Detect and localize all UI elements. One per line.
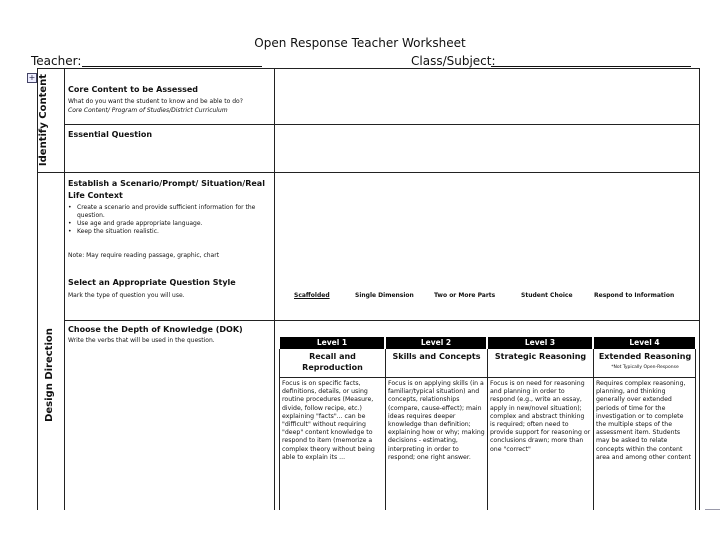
essential-question-title: Essential Question <box>68 130 153 139</box>
list-item: • Keep the situation realistic. <box>68 228 159 235</box>
page-edge-marker <box>705 509 720 510</box>
scenario-answer[interactable] <box>275 173 699 273</box>
dok-level-2-description: Focus is on applying skills (in a familiar/typical situation) and concepts, relationships (compare, cause-effect); main ideas requires deeper knowledge than definition; explaining how or why; making decisions - estimating, interpreting in order to respond; one right answer. <box>388 380 485 461</box>
scenario-bullets <box>68 204 273 236</box>
dok-col-border <box>385 349 386 510</box>
style-option-single-dimension[interactable]: Single Dimension <box>355 292 414 299</box>
dok-col-border <box>279 349 280 510</box>
dok-level-4-header: Level 4 <box>594 337 695 349</box>
dok-level-4-note: *Not Typically Open-Response <box>611 365 679 370</box>
style-option-two-or-more-parts[interactable]: Two or More Parts <box>434 292 496 299</box>
essential-question-answer[interactable] <box>275 125 699 172</box>
expand-icon[interactable]: + <box>28 73 36 82</box>
core-content-title: Core Content to be Assessed <box>68 85 198 94</box>
dok-level-1-header: Level 1 <box>280 337 384 349</box>
teacher-label: Teacher: <box>31 54 82 68</box>
dok-instruction: Write the verbs that will be used in the question. <box>68 337 215 344</box>
dok-level-1-name: Recall and Reproduction <box>302 352 363 372</box>
sidebar-identify-content <box>38 72 50 168</box>
question-style-title: Select an Appropriate Question Style <box>68 278 236 287</box>
class-subject-field[interactable] <box>491 54 691 67</box>
style-option-student-choice[interactable]: Student Choice <box>521 292 573 299</box>
core-content-note: Core Content/ Program of Studies/District Curriculum <box>68 107 228 114</box>
teacher-field[interactable] <box>82 54 262 67</box>
dok-col-border <box>593 349 594 510</box>
list-item: • Use age and grade appropriate language. <box>68 220 203 227</box>
dok-level-2-header: Level 2 <box>386 337 486 349</box>
dok-level-3-name: Strategic Reasoning <box>494 352 587 361</box>
dok-row-border <box>279 377 696 378</box>
dok-level-2-name: Skills and Concepts <box>392 352 481 361</box>
style-option-scaffolded[interactable]: Scaffolded <box>294 292 330 299</box>
dok-title: Choose the Depth of Knowledge (DOK) <box>68 325 243 334</box>
dok-level-4-description: Requires complex reasoning, planning, and thinking generally over extended periods of time for the investigation or to complete the multiple steps of the assessment item. Students may be asked to relate concepts within the content area and among other content <box>596 380 691 461</box>
sidebar-design-label: Design Direction <box>44 328 55 422</box>
dok-level-4-name: Extended Reasoning <box>598 352 692 361</box>
sidebar-identify-label: Identify Content <box>38 73 49 167</box>
list-item: • Create a scenario and provide sufficient information for the question. <box>68 204 256 219</box>
class-subject-label: Class/Subject: <box>411 54 496 68</box>
row-divider-dok <box>64 320 700 321</box>
question-style-instruction: Mark the type of question you will use. <box>68 292 185 299</box>
dok-col-border <box>487 349 488 510</box>
sidebar-design-direction <box>44 320 56 430</box>
scenario-note: Note: May require reading passage, graphic, chart <box>68 252 220 259</box>
style-option-respond-to-information[interactable]: Respond to Information <box>594 292 675 299</box>
scenario-title: Establish a Scenario/Prompt/ Situation/Real Life Context <box>68 179 265 200</box>
dok-level-3-header: Level 3 <box>488 337 592 349</box>
core-content-answer[interactable] <box>275 69 699 124</box>
page-title: Open Response Teacher Worksheet <box>254 36 466 50</box>
core-content-question: What do you want the student to know and be able to do? <box>68 98 243 105</box>
dok-col-border <box>695 349 696 510</box>
table-right-border <box>699 68 700 510</box>
sidebar-divider <box>64 68 65 510</box>
dok-level-1-description: Focus is on specific facts, definitions, details, or using routine procedures (Measure, divide, follow recipe, etc.) explaining "facts"... can be "difficult" without requiring "deep" content knowledge to respond to item (memorize a complex theory without being able to explain its ... <box>282 380 375 461</box>
dok-level-3-description: Focus is on need for reasoning and planning in order to respond (e.g., write an essay, apply in new/novel situation); complex and abstract thinking is required; often need to provide support for reasoning or conclusions drawn; more than one "correct" <box>490 380 591 453</box>
